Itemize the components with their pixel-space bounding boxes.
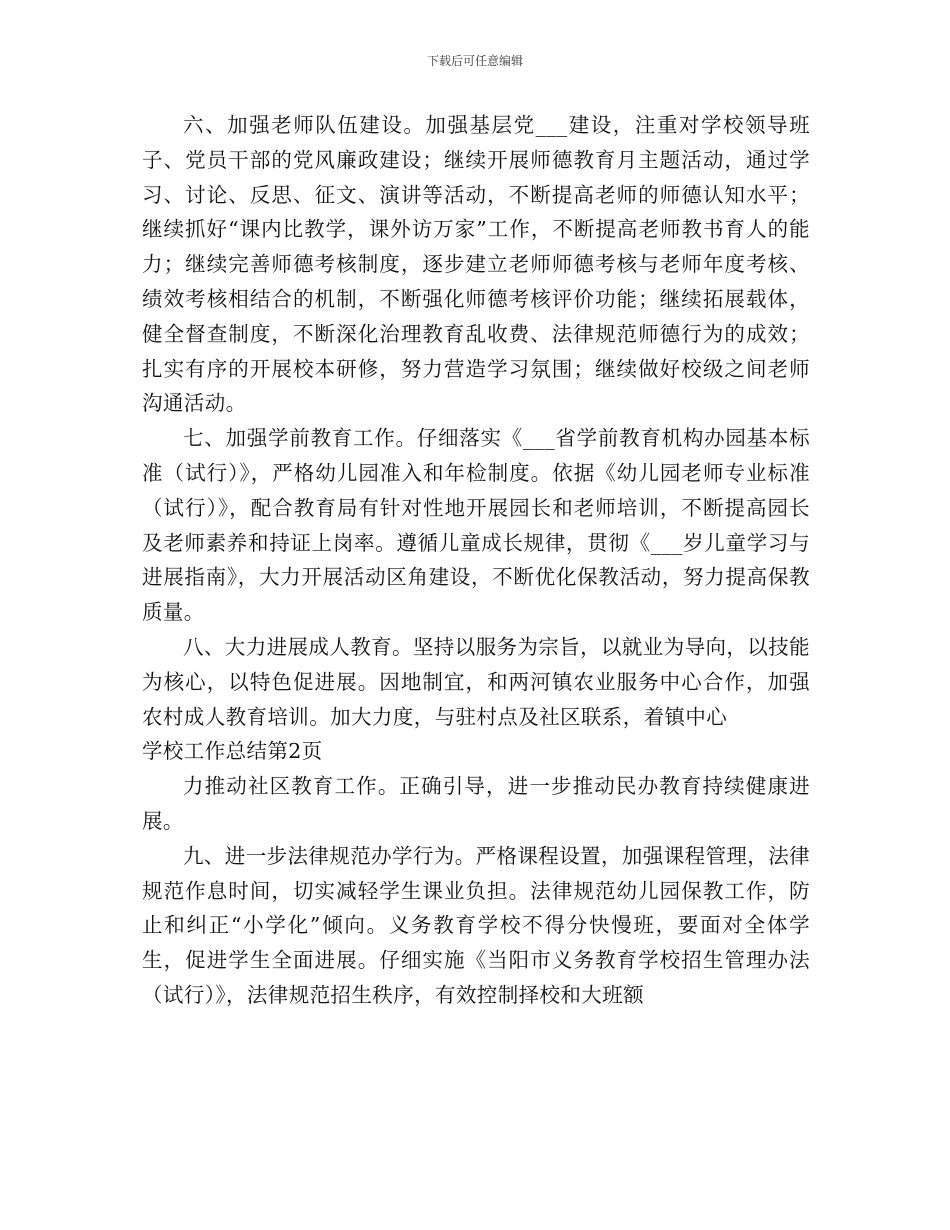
paragraph-school-regulation: 九、进一步法律规范办学行为。严格课程设置，加强课程管理，法律规范作息时间，切实减轻学生课业负担。法律规范幼儿园保教工作，防止和纠正“小学化”倾向。义务教育学校不得分快慢班，要面对全体学生，促进学生全面进展。仔细实施《当阳市义务教育学校招生管理办法（试行）》，法律规范招生秩序，有效控制择校和大班额	[142, 843, 810, 1007]
paragraph-preschool: 七、加强学前教育工作。仔细落实《___省学前教育机构办园基本标准（试行）》，严格幼儿园准入和年检制度。依据《幼儿园老师专业标准（试行）》，配合教育局有针对性地开展园长和老师培训，不断提高园长及老师素养和持证上岗率。遵循儿童成长规律，贯彻《___岁儿童学习与进展指南》，大力开展活动区角建设，不断优化保教活动，努力提高保教质量。	[142, 426, 810, 625]
paragraph-teacher-team: 六、加强老师队伍建设。加强基层党___建设，注重对学校领导班子、党员干部的党风廉政建设；继续开展师德教育月主题活动，通过学习、讨论、反思、征文、演讲等活动，不断提高老师的师德认知水平；继续抓好“课内比教学，课外访万家”工作，不断提高老师教书育人的能力；继续完善师德考核制度，逐步建立老师师德考核与老师年度考核、绩效考核相结合的机制，不断强化师德考核评价功能；继续拓展载体，健全督查制度，不断深化治理教育乱收费、法律规范师德行为的成效；扎实有序的开展校本研修，努力营造学习氛围；继续做好校级之间老师沟通活动。	[142, 113, 810, 416]
paragraph-community-education: 力推动社区教育工作。正确引导，进一步推动民办教育持续健康进展。	[142, 774, 810, 833]
page-header: 下载后可任意编辑	[426, 54, 523, 68]
document-body	[142, 108, 810, 1013]
paragraph-adult-education: 八、大力进展成人教育。坚持以服务为宗旨，以就业为导向，以技能为核心，以特色促进展。因地制宜，和两河镇农业服务中心合作，加强农村成人教育培训。加大力度，与驻村点及社区联系，着镇中心	[142, 634, 810, 729]
page-break-label: 学校工作总结第2页	[142, 739, 323, 764]
